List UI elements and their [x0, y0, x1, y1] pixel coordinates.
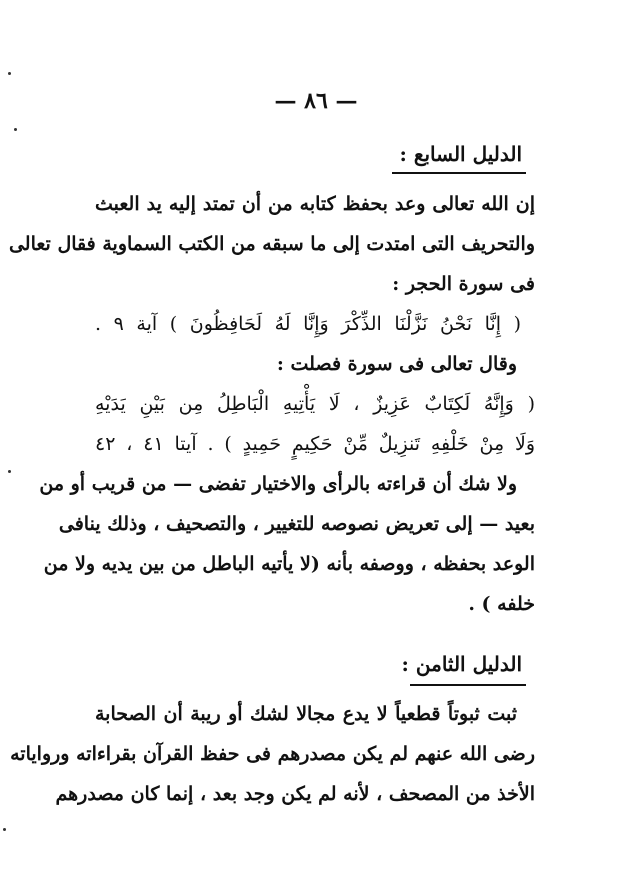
- paragraph-line: إن الله تعالى وعد بحفظ كتابه من أن تمتد إليه يد العبث: [95, 193, 535, 215]
- paragraph-line: بعيد — إلى تعريض نصوصه للتغيير ، والتصحيف ، وذلك ينافى: [58, 513, 535, 535]
- quran-verse-line: ( إِنَّا نَحْنُ نَزَّلْنَا الذِّكْرَ وَإِنَّا لَهُ لَحَافِظُونَ ) آية ٩ .: [95, 313, 521, 335]
- paragraph-line: رضى الله عنهم لم يكن مصدرهم فى حفظ القرآن بقراءاته ورواياته: [10, 743, 535, 765]
- paragraph-line: ثبت ثبوتاً قطعياً لا يدع مجالا لشك أو ريبة أن الصحابة: [95, 703, 517, 725]
- scan-speck: [3, 828, 6, 831]
- paragraph-line: الأخذ من المصحف ، لأنه لم يكن وجد بعد ، إنما كان مصدرهم: [55, 783, 535, 805]
- section-eighth-body: [10, 694, 535, 814]
- scan-speck: [14, 128, 17, 131]
- paragraph-line: والتحريف التى امتدت إلى ما سبقه من الكتب السماوية فقال تعالى: [8, 233, 535, 255]
- heading-eighth-evidence: الدليل الثامن :: [401, 652, 522, 676]
- paragraph-line: ولا شك أن قراءته بالرأى والاختيار تفضى — من قريب أو من: [39, 473, 517, 495]
- heading-eighth-underline: [410, 684, 526, 686]
- paragraph-line: فى سورة الحجر :: [392, 273, 535, 295]
- page-number: — ٨٦ —: [274, 88, 358, 114]
- heading-seventh-underline: [392, 172, 526, 174]
- section-seventh-body: [8, 184, 536, 624]
- heading-seventh-evidence: الدليل السابع :: [399, 142, 522, 166]
- paragraph-line: الوعد بحفظه ، ووصفه بأنه (لا يأتيه الباطل من بين يديه ولا من: [43, 553, 535, 575]
- scan-speck: [8, 470, 11, 473]
- paragraph-line: خلفه ) .: [468, 593, 535, 615]
- scan-speck: [8, 72, 11, 75]
- paragraph-line: وقال تعالى فى سورة فصلت :: [276, 353, 517, 375]
- quran-verse-line: ( وَإِنَّهُ لَكِتَابٌ عَزِيزٌ ، لَا يَأْتِيهِ الْبَاطِلُ مِن بَيْنِ يَدَيْهِ: [95, 393, 535, 415]
- quran-verse-line: وَلَا مِنْ خَلْفِهِ تَنزِيلٌ مِّنْ حَكِيمٍ حَمِيدٍ ) . آيتا ٤١ ، ٤٢: [95, 433, 536, 455]
